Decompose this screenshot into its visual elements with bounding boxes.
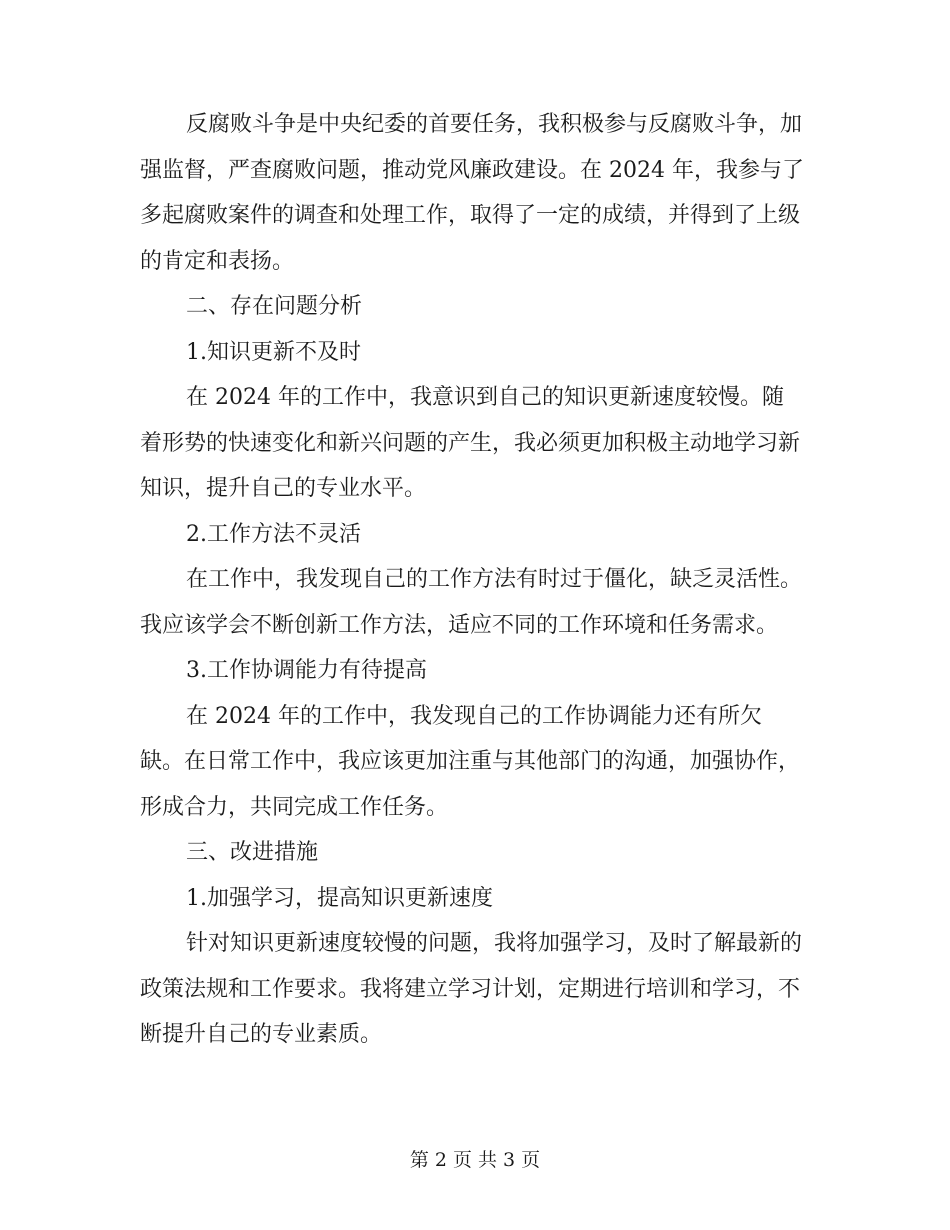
section-heading: 二、存在问题分析 [186,294,363,319]
section-heading: 三、改进措施 [186,840,319,865]
subsection-heading: 3.工作协调能力有待提高 [186,658,427,683]
paragraph: 反腐败斗争是中央纪委的首要任务，我积极参与反腐败斗争，加强监督，严查腐败问题，推动党风廉政建设。在 2024 年，我参与了多起腐败案件的调查和处理工作，取得了一定的成绩，并得到了上级的肯定和表扬。 [140,112,804,274]
page-footer: 第 2 页 共 3 页 [409,1149,541,1171]
paragraph: 在工作中，我发现自己的工作方法有时过于僵化，缺乏灵活性。我应该学会不断创新工作方法，适应不同的工作环境和任务需求。 [140,567,803,638]
paragraph: 针对知识更新速度较慢的问题，我将加强学习，及时了解最新的政策法规和工作要求。我将建立学习计划，定期进行培训和学习，不断提升自己的专业素质。 [140,931,803,1047]
paragraph: 在 2024 年的工作中，我发现自己的工作协调能力还有所欠缺。在日常工作中，我应该更加注重与其他部门的沟通，加强协作，形成合力，共同完成工作任务。 [140,703,801,820]
document-body [140,102,805,1058]
subsection-heading: 1.知识更新不及时 [186,339,361,365]
subsection-heading: 1.加强学习，提高知识更新速度 [186,885,493,911]
subsection-heading: 2.工作方法不灵活 [186,521,361,547]
paragraph: 在 2024 年的工作中，我意识到自己的知识更新速度较慢。随着形势的快速变化和新兴问题的产生，我必须更加积极主动地学习新知识，提升自己的专业水平。 [140,385,801,501]
